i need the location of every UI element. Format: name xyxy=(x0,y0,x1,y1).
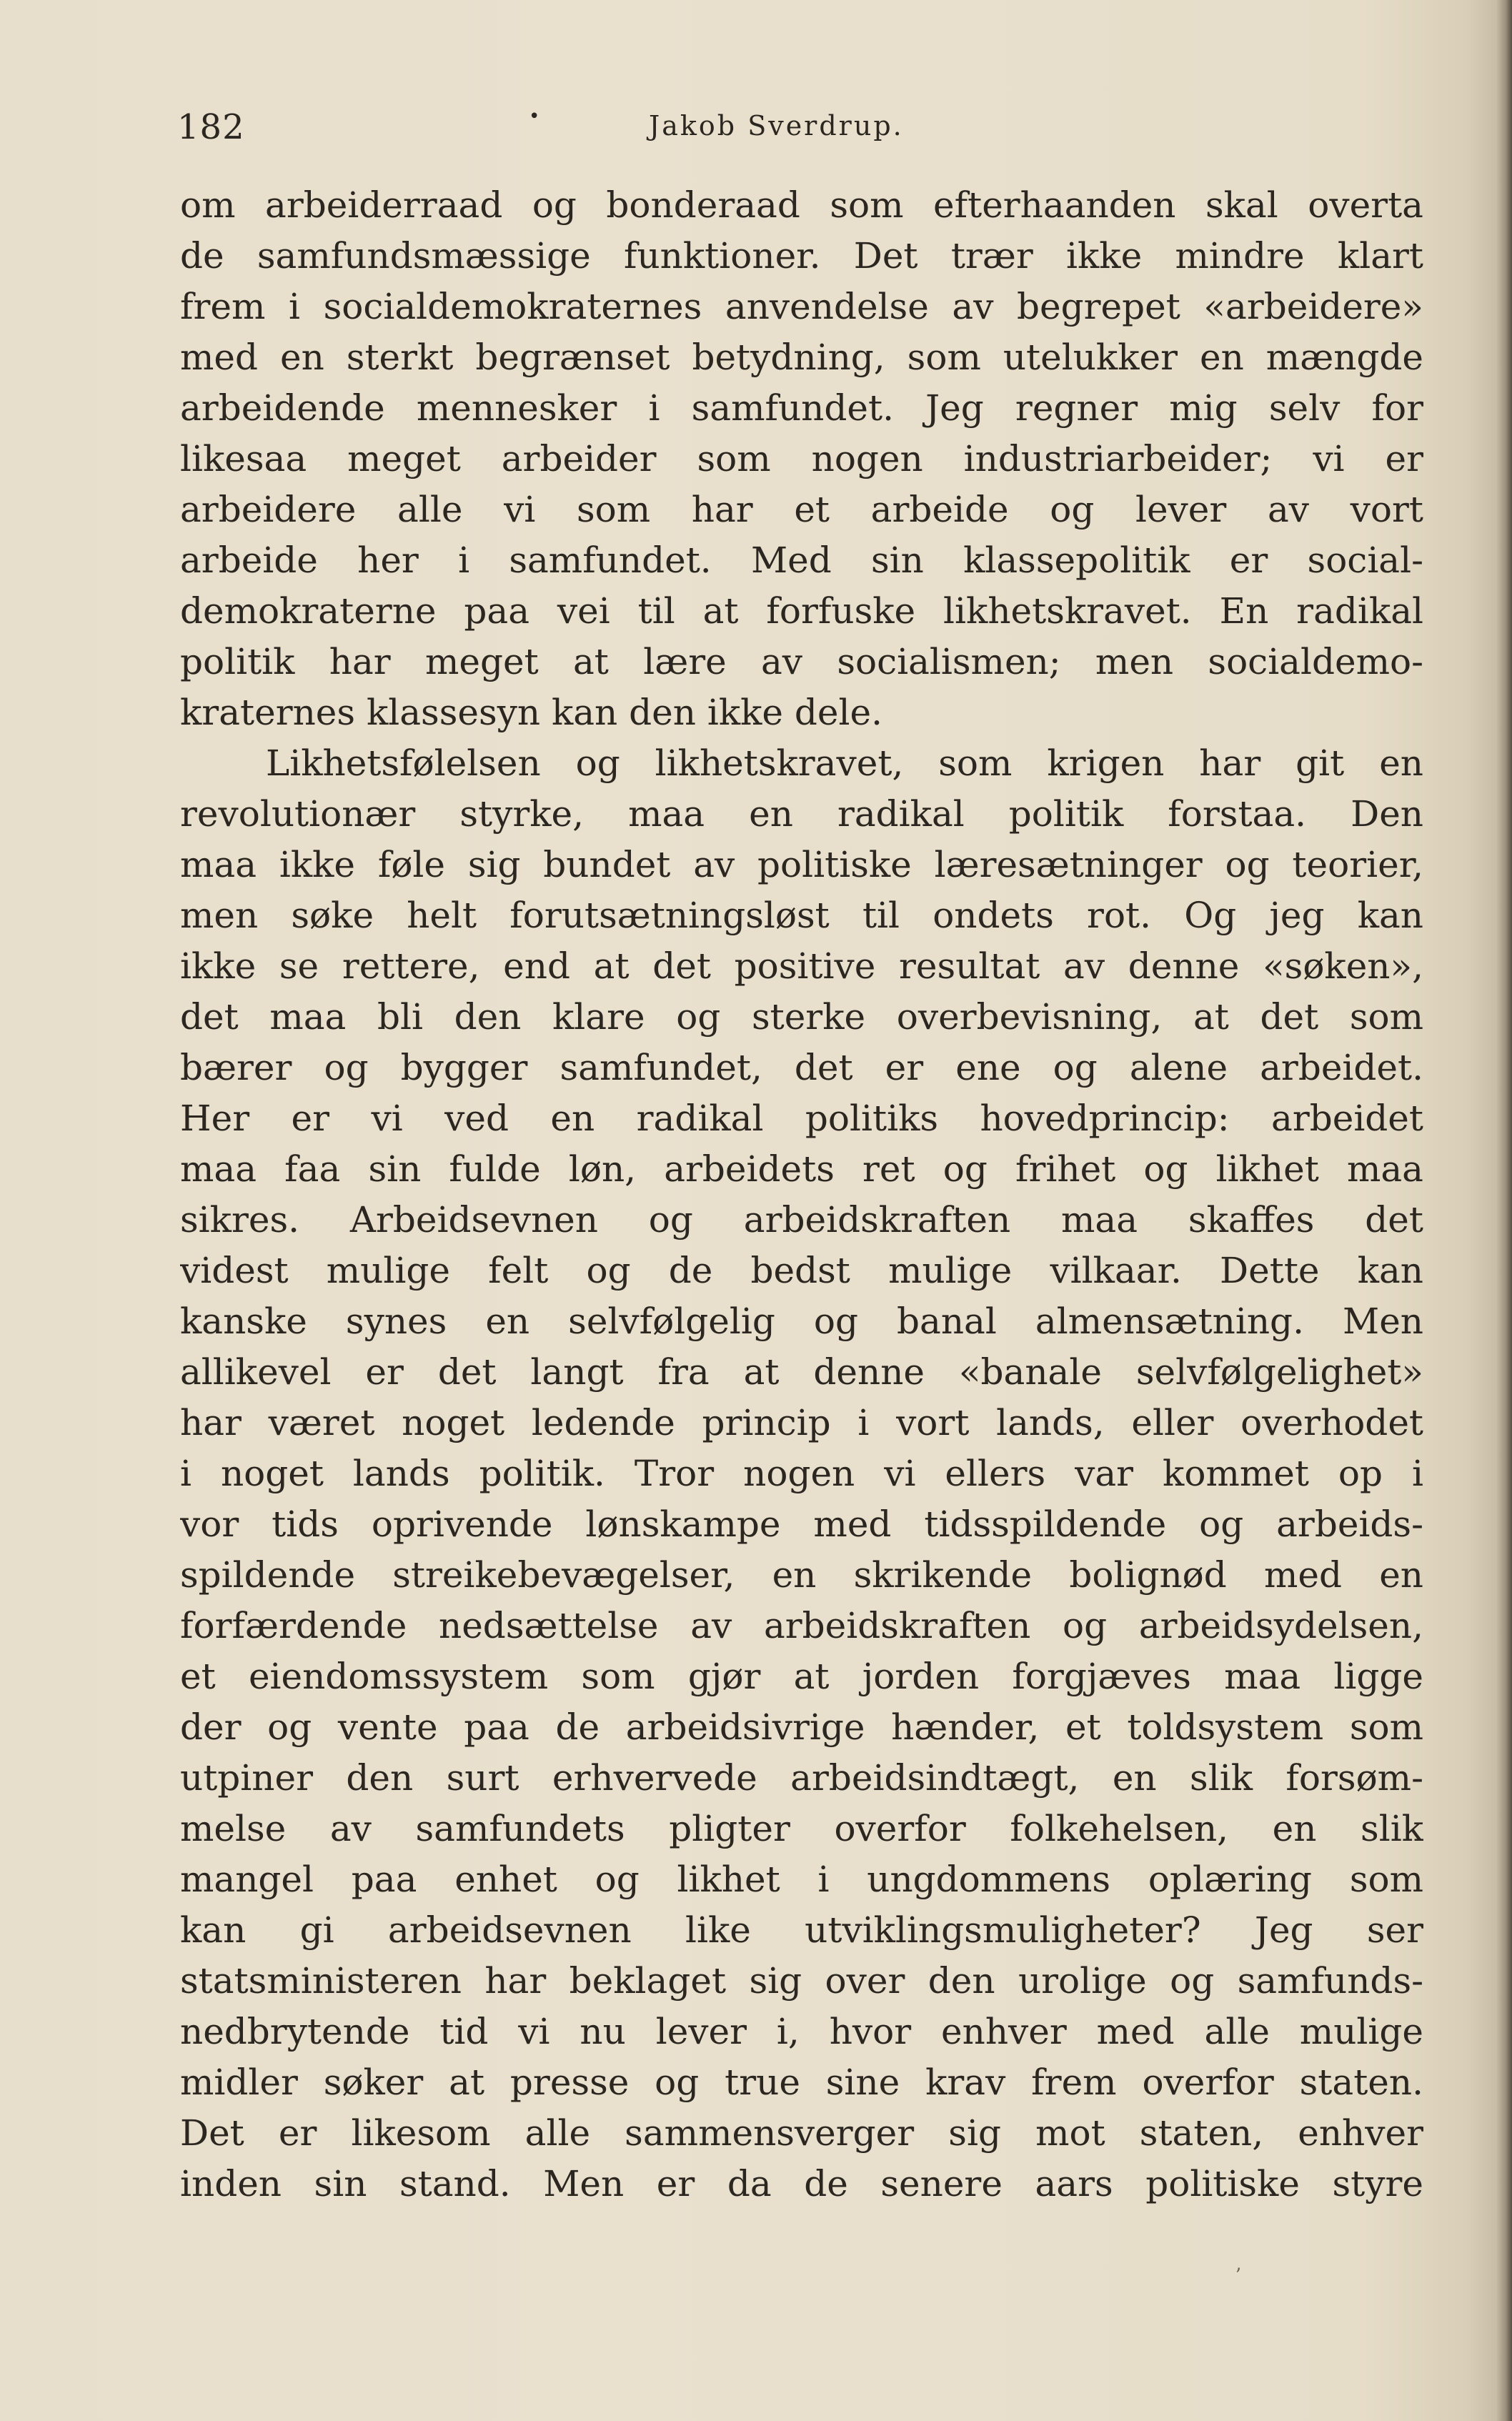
text-line: spildende streikebevægelser, en skrikende bolignød med en xyxy=(180,1554,1423,1596)
header-bullet-mark: • xyxy=(529,106,540,127)
text-line: Det er likesom alle sammensverger sig mot staten, enhver xyxy=(180,2112,1423,2154)
text-line-paragraph-start: Likhetsfølelsen og likhetskravet, som krigen har git en xyxy=(266,742,1423,784)
text-line: kraternes klassesyn kan den ikke dele. xyxy=(180,692,882,733)
text-line: videst mulige felt og de bedst mulige vilkaar. Dette kan xyxy=(180,1250,1423,1291)
text-line: utpiner den surt erhvervede arbeidsindtægt, en slik forsøm- xyxy=(180,1757,1423,1799)
text-line: statsministeren har beklaget sig over den urolige og samfunds- xyxy=(180,1960,1423,2002)
running-head: Jakob Sverdrup. xyxy=(649,110,904,141)
text-line: allikevel er det langt fra at denne «banale selvfølgelighet» xyxy=(180,1351,1423,1393)
text-line: kan gi arbeidsevnen like utviklingsmuligheter? Jeg ser xyxy=(180,1909,1423,1951)
text-line: med en sterkt begrænset betydning, som utelukker en mængde xyxy=(180,337,1423,378)
text-line: arbeidere alle vi som har et arbeide og lever av vort xyxy=(180,489,1423,530)
text-line: maa faa sin fulde løn, arbeidets ret og frihet og likhet maa xyxy=(180,1148,1423,1190)
text-line: ikke se rettere, end at det positive resultat av denne «søken», xyxy=(180,945,1423,987)
text-line: vor tids oprivende lønskampe med tidsspildende og arbeids- xyxy=(180,1503,1423,1545)
text-line: demokraterne paa vei til at forfuske likhetskravet. En radikal xyxy=(180,590,1423,632)
text-line: et eiendomssystem som gjør at jorden forgjæves maa ligge xyxy=(180,1656,1423,1697)
text-line: det maa bli den klare og sterke overbevisning, at det som xyxy=(180,996,1423,1038)
page-header xyxy=(177,100,1428,164)
text-line: arbeidende mennesker i samfundet. Jeg regner mig selv for xyxy=(180,387,1423,429)
text-line: sikres. Arbeidsevnen og arbeidskraften maa skaffes det xyxy=(180,1199,1423,1241)
text-line: forfærdende nedsættelse av arbeidskraften og arbeidsydelsen, xyxy=(180,1605,1423,1646)
text-line: har været noget ledende princip i vort lands, eller overhodet xyxy=(180,1402,1423,1443)
text-line: Her er vi ved en radikal politiks hovedprincip: arbeidet xyxy=(180,1098,1423,1139)
text-line: inden sin stand. Men er da de senere aars politiske styre xyxy=(180,2163,1423,2204)
text-line: maa ikke føle sig bundet av politiske læresætninger og teorier, xyxy=(180,844,1423,885)
text-line: men søke helt forutsætningsløst til ondets rot. Og jeg kan xyxy=(180,895,1423,936)
text-line: arbeide her i samfundet. Med sin klassepolitik er social- xyxy=(180,540,1423,581)
text-line: midler søker at presse og true sine krav frem overfor staten. xyxy=(180,2062,1423,2103)
stray-ink-mark: ʼ xyxy=(1235,2265,1241,2287)
text-line: likesaa meget arbeider som nogen industriarbeider; vi er xyxy=(180,438,1423,479)
page-number: 182 xyxy=(177,107,245,147)
text-line: der og vente paa de arbeidsivrige hænder, et toldsystem som xyxy=(180,1706,1423,1748)
text-line: i noget lands politik. Tror nogen vi ellers var kommet op i xyxy=(180,1453,1423,1494)
page-edge-shadow xyxy=(1496,0,1512,2421)
text-line: de samfundsmæssige funktioner. Det trær ikke mindre klart xyxy=(180,235,1423,277)
text-line: politik har meget at lære av socialismen; men socialdemo- xyxy=(180,641,1423,682)
text-line: om arbeiderraad og bonderaad som efterhaanden skal overta xyxy=(180,184,1423,226)
text-line: nedbrytende tid vi nu lever i, hvor enhver med alle mulige xyxy=(180,2011,1423,2052)
body-text xyxy=(180,180,1423,2209)
text-line: revolutionær styrke, maa en radikal politik forstaa. Den xyxy=(180,793,1423,835)
text-line: melse av samfundets pligter overfor folkehelsen, en slik xyxy=(180,1808,1423,1849)
text-line: bærer og bygger samfundet, det er ene og alene arbeidet. xyxy=(180,1047,1423,1088)
text-line: kanske synes en selvfølgelig og banal almensætning. Men xyxy=(180,1301,1423,1342)
text-line: frem i socialdemokraternes anvendelse av begrepet «arbeidere» xyxy=(180,286,1423,327)
text-line: mangel paa enhet og likhet i ungdommens oplæring som xyxy=(180,1859,1423,1900)
